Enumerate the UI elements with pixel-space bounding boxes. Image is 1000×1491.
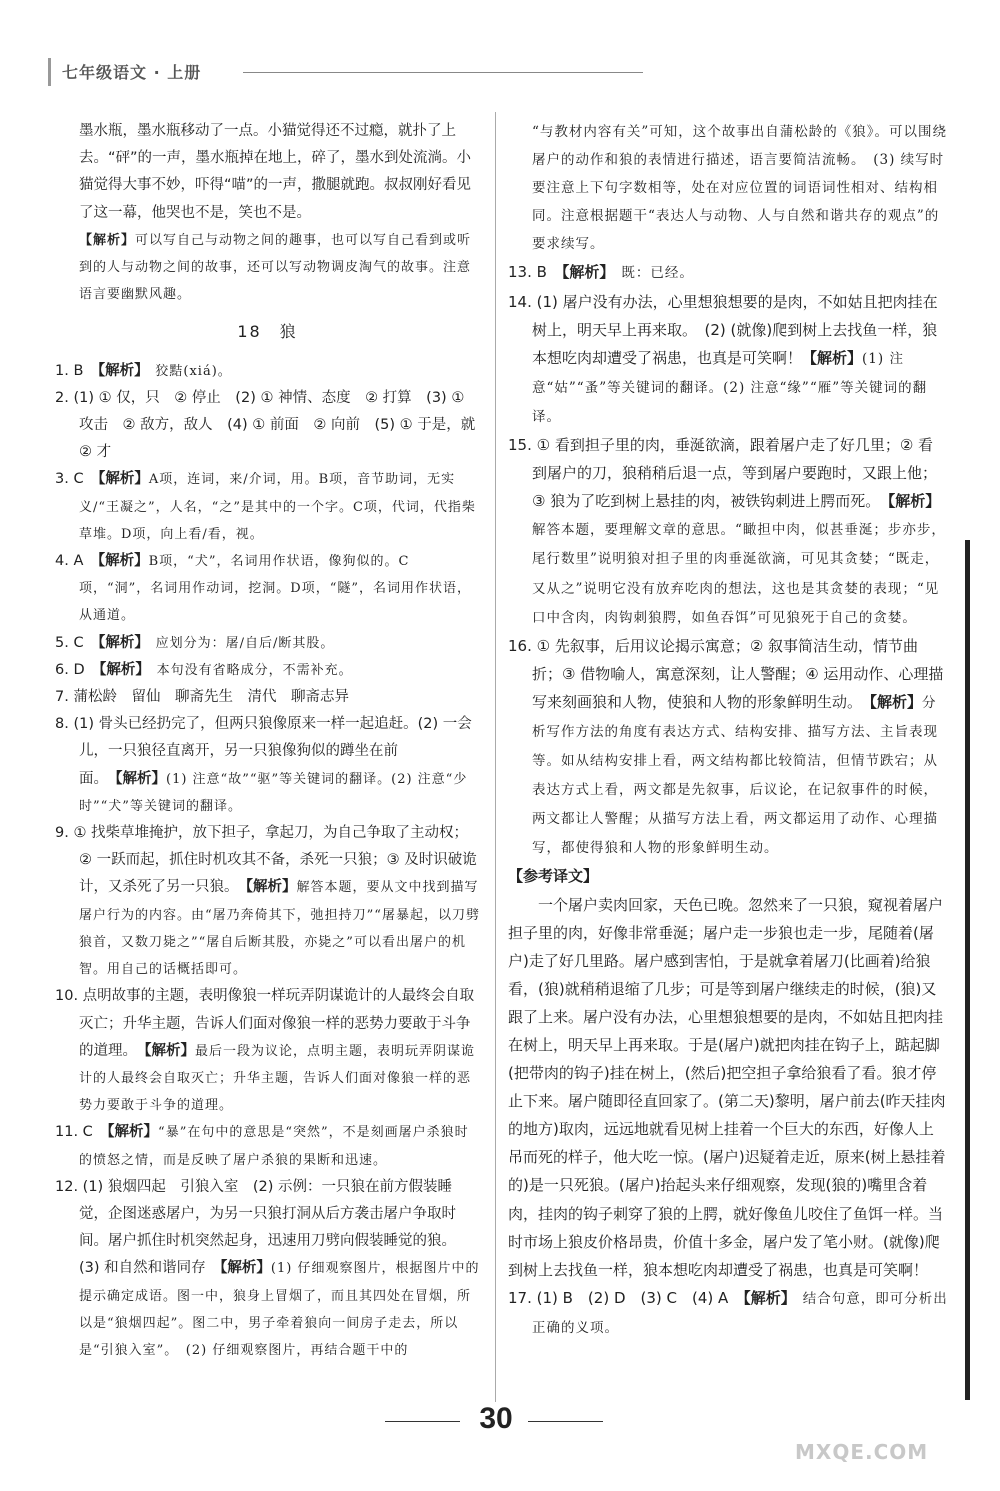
analysis-tag: 【解析】 [79, 232, 136, 248]
answer-text: 12. (1) 狼烟四起 引狼入室 (2) 示例：一只狼在前方假装睡觉，企图迷惑屠户，为另一只狼打洞从后方袭击屠户争取时间。屠户抓住时机突然起身，迅速用刀劈向假装睡觉的狼。 (3) 和自然和谐同存 [55, 1178, 464, 1277]
analysis-text: B项，“犬”，名词用作状语，像狗似的。C项，“洞”，名词用作动词，挖洞。D项，“隧”，名词用作状语，从通道。 [79, 554, 472, 624]
page-number: 30 [479, 1402, 513, 1435]
answer-item [55, 548, 480, 630]
analysis-tag: 【解析】 [231, 879, 297, 896]
analysis-tag: 【解析】 [97, 362, 142, 379]
right-column [508, 118, 948, 1342]
answer-item [55, 820, 480, 983]
analysis-text: 最后一段为议论，点明主题，表明玩弄阴谋诡计的人最终会自取灭亡；升华主题，告诉人们面对像狼一样的恶势力要敢于斗争的道理。 [79, 1043, 476, 1114]
answer-text: 1. B [55, 362, 98, 379]
analysis-text: 解答本题，要从文中找到描写屠户行为的内容。由“屠乃奔倚其下，弛担持刀”“屠暴起，以刀劈狼首，又数刀毙之”“屠自后断其股，亦毙之”可以看出屠户的机智。用自己的话概括即可。 [79, 880, 480, 978]
answer-item [55, 711, 480, 820]
analysis-tag: 【解析】 [129, 1042, 195, 1059]
column-divider [495, 112, 496, 1402]
answer-text: 8. (1) 骨头已经扔完了，但两只狼像原来一样一起追赶。(2) 一会儿，一只狼径直离开，另一只狼像狗似的蹲坐在前面。 [55, 716, 472, 787]
analysis-text: (1) 注意“故”“驱”等关键词的翻译。(2) 注意“少时”“犬”等关键词的翻译。 [79, 771, 468, 814]
answer-text: 3. C [55, 471, 99, 488]
analysis-tag: 【解析】 [872, 492, 941, 511]
intro-analysis: 【解析】可以写自己与动物之间的趣事，也可以写自己看到或听到的人与动物之间的故事，还可以写动物调皮淘气的故事。注意语言要幽默风趣。 [79, 232, 472, 303]
analysis-text: 解答本题，要理解文章的意思。“瞰担中肉，似甚垂涎；步亦步，尾行数里”说明狼对担子里的肉垂涎欲滴，可见其贪婪；“既走，又从之”说明它没有放弃吃肉的想法，这也是其贪婪的表现；“见口中含肉，肉钩刺狼腭，如鱼吞饵”可见狼死于自己的贪婪。 [532, 522, 946, 626]
page-edge-bar [965, 540, 970, 1400]
watermark: MXQE.COM [795, 1440, 929, 1464]
reference-translation-text: 一个屠户卖肉回家，天色已晚。忽然来了一只狼，窥视着屠户担子里的肉，好像非常垂涎；屠户走一步狼也走一步，尾随着(屠户)走了好几里路。屠户感到害怕，于是就拿着屠刀(比画着)给狼看，(狼)就稍稍退缩了几步；可是等到屠户继续走的时候，(狼)又跟了上来。屠户没有办法，心里想狼想要的是肉，不如姑且把肉挂在树上，明天早上再来取。于是(屠户)就把肉挂在钩子上，踮起脚(把带肉的钩子)挂在树上，(然后)把空担子拿给狼看了看。狼才停止下来。屠户随即径直回家了。(第二天)黎明，屠户前去(昨天挂肉的地方)取肉，远远地就看见树上挂着一个巨大的东西，好像人上吊而死的样子，他大吃一惊。(屠户)迟疑着走近，原来(树上悬挂着的)是一只死狼。(屠户)抬起头来仔细观察，发现(狼的)嘴里含着肉，挂肉的钩子刺穿了狼的上腭，就好像鱼儿咬住了鱼饵一样。当时市场上狼皮价格昂贵，价值十多金，屠户发了笔小财。(就像)爬到树上去找鱼一样，狼本想吃肉却遭受了祸患，也真是可笑啊！ [508, 895, 946, 1279]
continued-analysis: “与教材内容有关”可知，这个故事出自蒲松龄的《狼》。可以围绕屠户的动作和狼的表情进行描述，语言要简洁流畅。 (3) 续写时要注意上下句字数相等，处在对应位置的词语词性相对、结构相同。注意根据题干“表达人与动物、人与自然和谐共存的观点”的要求续写。 [532, 124, 948, 253]
book-title: 七年级语文 · 上册 [62, 63, 202, 82]
analysis-text: 应划分为：屠/自后/断其股。 [141, 635, 335, 651]
answer-item [55, 1174, 480, 1364]
header-rule [243, 72, 643, 73]
analysis-tag: 【解析】 [205, 1260, 271, 1277]
answer-item [508, 632, 948, 863]
analysis-text: (1) 仔细观察图片，根据图片中的提示确定成语。图一中，狼身上冒烟了，而且其四处在冒烟，所以是“狼烟四起”。图二中，男子牵着狼向一间房子走去，所以是“引狼入室”。 (2) 仔细观察图片，再结合题干中的 [79, 1261, 480, 1358]
answer-item [55, 684, 480, 711]
analysis-tag: 【解析】 [107, 1124, 159, 1141]
analysis-tag: 【解析】 [98, 634, 142, 651]
answer-text: 10. 点明故事的主题，表明像狼一样玩弄阴谋诡计的人最终会自取灭亡；升华主题，告诉人们面对像狼一样的恶势力要敢于斗争的道理。 [55, 988, 475, 1059]
footer-rule-right [528, 1421, 603, 1422]
answer-item [508, 288, 948, 431]
answer-item [55, 466, 480, 548]
left-column [55, 118, 490, 1364]
answer-text: 6. D [55, 661, 100, 678]
analysis-text: 既：已经。 [606, 265, 694, 282]
answer-item [55, 657, 480, 684]
answer-text: 2. (1) ① 仅，只 ② 停止 (2) ① 神情、态度 ② 打算 (3) ① 攻击 ② 敌方，敌人 (4) ① 前面 ② 向前 (5) ① 于是，就 ② 才 [55, 389, 490, 461]
page-header [48, 58, 648, 88]
answer-text: 16. ① 先叙事，后用议论揭示寓意；② 叙事简洁生动，情节曲折；③ 借物喻人，寓意深刻，让人警醒；④ 运用动作、心理描写来刻画狼和人物，使狼和人物的形象鲜明生动。 [508, 636, 944, 711]
analysis-tag: 【解析】 [854, 692, 923, 711]
answer-list-left [55, 358, 490, 1365]
analysis-text: 狡黠(xiá)。 [141, 363, 232, 379]
answer-text: 15. ① 看到担子里的肉，垂涎欲滴，跟着屠户走了好几里；② 看到屠户的刀，狼稍稍后退一点，等到屠户要跑时，又跟上他；③ 狼为了吃到树上悬挂的肉，被铁钩刺进上腭而死。 [508, 436, 938, 511]
page-footer [0, 1402, 1000, 1442]
footer-rule-left [385, 1421, 460, 1422]
answer-item [508, 258, 948, 287]
analysis-text: 分析写作方法的角度有表达方式、结构安排、描写方法、主旨表现等。如从结构安排上看，两文结构都比较简洁，但情节跌宕；从表达方式上看，两文都是先叙事，后议论，在记叙事件的时候，两文都让人警醒；从描写方法上看，两文都运用了动作、心理描写，都使得狼和人物的形象鲜明生动。 [532, 694, 938, 857]
analysis-text: A项，连词，来/介词，用。B项，音节助词，无实义/“王凝之”，人名，“之”是其中的一个字。C项，代词，代指柴草堆。D项，向上看/看，视。 [79, 472, 476, 542]
analysis-text: “暴”在句中的意思是“突然”，不是刻画屠户杀狼时的愤怒之情，而是反映了屠户杀狼的果断和迅速。 [79, 1125, 469, 1168]
analysis-text: (1) 注意“姑”“蚤”等关键词的翻译。(2) 注意“缘”“雁”等关键词的翻译。 [532, 350, 928, 425]
answer-item [55, 983, 480, 1119]
intro-paragraph: 墨水瓶，墨水瓶移动了一点。小猫觉得还不过瘾，就扑了上去。“砰”的一声，墨水瓶掉在地上，碎了，墨水到处流淌。小猫觉得大事不妙，吓得“喵”的一声，撒腿就跑。叔叔刚好看见了这一幕，他哭也不是，笑也不是。 [79, 123, 472, 221]
reference-translation-title: 【参考译文】 [508, 867, 599, 886]
answer-text: 9. ① 找柴草堆掩护，放下担子，拿起刀，为自己争取了主动权；② 一跃而起，抓住时机攻其不备，杀死一只狼；③ 及时识破诡计，又杀死了另一只狼。 [55, 825, 477, 896]
analysis-tag: 【解析】 [802, 348, 863, 367]
answer-item [55, 358, 480, 385]
analysis-tag: 【解析】 [97, 553, 149, 570]
analysis-tag: 【解析】 [100, 770, 166, 787]
answer-text: 4. A [55, 553, 98, 570]
answer-text: 13. B [508, 263, 562, 282]
analysis-tag: 【解析】 [561, 263, 607, 282]
analysis-text: 本句没有省略成分，不需补充。 [142, 662, 353, 678]
answer-item [55, 385, 490, 467]
section-title: 18 狼 [237, 322, 298, 342]
answer-item [508, 431, 948, 632]
header-bar [48, 58, 51, 86]
answer-text: 7. 蒲松龄 留仙 聊斋先生 清代 聊斋志异 [55, 689, 349, 706]
analysis-tag: 【解析】 [98, 471, 149, 488]
answer-text: 14. (1) 屠户没有办法，心里想狼想要的是肉，不如姑且把肉挂在树上，明天早上再来取。 (2) (就像)爬到树上去找鱼一样，狼本想吃肉却遭受了祸患，也真是可笑啊！ [508, 292, 938, 367]
analysis-tag: 【解析】 [99, 661, 143, 678]
answer-list-right [508, 258, 948, 862]
answer-item [55, 1119, 480, 1173]
answer-item [55, 630, 480, 657]
answer-text: 5. C [55, 634, 99, 651]
answer-item: 17. (1) B (2) D (3) C (4) A 【解析】 结合句意，即可分析出正确的义项。 [508, 1288, 948, 1336]
answer-text: 11. C [55, 1124, 108, 1141]
